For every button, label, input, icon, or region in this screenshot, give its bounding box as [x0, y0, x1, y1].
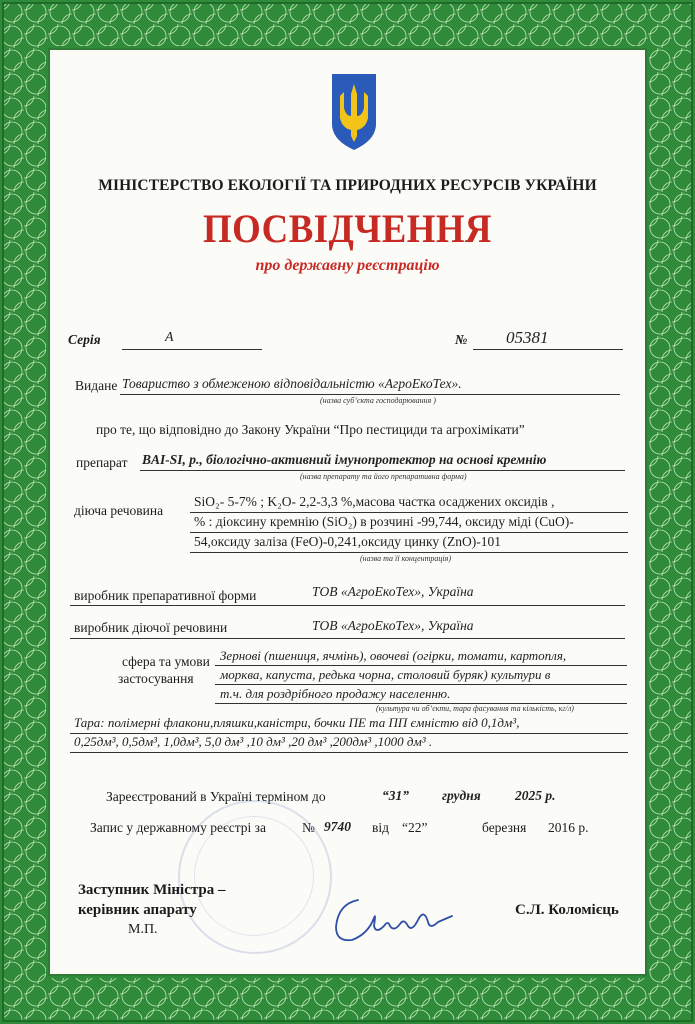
scope-caption: (культура чи об’єкти, тара фасування та кількість, кг/л): [376, 704, 574, 713]
record-text: Запис у державному реєстрі за: [90, 820, 267, 835]
active-substance-line3: 54,оксиду заліза (FeO)-0,241,оксиду цинку (ZnO)-101: [194, 534, 502, 549]
preparation-caption: (назва препарату та його препаративна форма): [300, 472, 467, 481]
packaging-line2: 0,25дм³, 0,5дм³, 1,0дм³, 5,0 дм³ ,10 дм³ ,20 дм³ ,200дм³ ,1000 дм³ .: [74, 734, 433, 749]
scope-label-line1: сфера та умови: [122, 654, 210, 669]
scope-rule1: [215, 665, 627, 666]
document-title: ПОСВІДЧЕННЯ: [203, 206, 492, 251]
trident-emblem-icon: [328, 72, 380, 152]
official-seal-inner: [194, 816, 314, 936]
certificate-body: [60, 60, 635, 964]
signatory-position-line1: Заступник Міністра –: [78, 882, 226, 898]
number-line: [473, 349, 623, 350]
active-substance-line1: SiO₂- 5-7% ; K₂O- 2,2-3,3 %,масова частка осаджених оксидів ,: [194, 494, 555, 509]
substance-producer-label: виробник діючої речовини: [74, 620, 228, 635]
scope-line3: т.ч. для роздрібного продажу населенню.: [220, 686, 451, 701]
record-from-label: від: [372, 820, 389, 835]
packaging-rule2: [70, 752, 628, 753]
substance-producer-line: [70, 638, 625, 639]
active-substance-rule1: [190, 512, 628, 513]
term-year: 2025 р.: [515, 788, 556, 803]
series-line: [122, 349, 262, 350]
series-value: А: [165, 330, 174, 345]
term-month: грудня: [442, 788, 481, 803]
preparation-line: [140, 470, 625, 471]
issued-value: Товариство з обмеженою відповідальністю «АгроЕкоТех».: [122, 376, 462, 391]
record-year: 2016 р.: [548, 820, 589, 835]
active-substance-rule2: [190, 532, 628, 533]
packaging-line1: Тара: полімерні флакони,пляшки,каністри, бочки ПЕ та ПП ємністю від 0,1дм³,: [74, 715, 520, 730]
issued-label: Видане: [75, 378, 118, 393]
stamp-place-label: М.П.: [128, 922, 158, 937]
record-month: березня: [482, 820, 527, 835]
preparation-value: BAI-SI, р., біологічно-активний імунопротектор на основі кремнію: [142, 452, 547, 467]
active-substance-line2: % : діоксину кремнію (SiO₂) в розчині -99,744, оксиду міді (CuO)-: [194, 514, 574, 529]
scope-line1: Зернові (пшениця, ячмінь), овочеві (огірки, томати, картопля,: [220, 648, 567, 663]
law-text: про те, що відповідно до Закону України “Про пестициди та агрохімікати”: [96, 422, 525, 437]
record-day: “22”: [402, 820, 428, 835]
issued-line: [120, 394, 620, 395]
handwritten-signature: [328, 882, 458, 952]
term-text: Зареєстрований в Україні терміном до: [106, 789, 326, 804]
issued-caption: (назва суб’єкта господарювання ): [320, 396, 436, 405]
scope-label-line2: застосування: [118, 671, 194, 686]
preparation-label: препарат: [76, 455, 128, 470]
signatory-position-line2: керівник апарату: [78, 902, 197, 918]
formulation-producer-line: [70, 605, 625, 606]
term-day: “31”: [382, 788, 409, 803]
record-no-value: 9740: [324, 819, 351, 834]
formulation-producer-label: виробник препаративної форми: [74, 588, 257, 603]
scope-line2: морква, капуста, редька чорна, столовий буряк) культури в: [220, 667, 551, 682]
substance-producer-value: ТОВ «АгроЕкоТех», Україна: [312, 618, 474, 633]
active-substance-rule3: [190, 552, 628, 553]
record-no-label: №: [302, 820, 315, 835]
number-label: №: [455, 332, 468, 347]
signatory-name: С.Л. Коломієць: [515, 902, 619, 918]
formulation-producer-value: ТОВ «АгроЕкоТех», Україна: [312, 584, 474, 599]
active-substance-label: діюча речовина: [74, 503, 164, 518]
document-subtitle: про державну реєстрацію: [255, 257, 440, 274]
scope-rule2: [215, 684, 627, 685]
active-substance-caption: (назва та її концентрація): [360, 554, 451, 563]
series-label: Серія: [68, 332, 101, 347]
ministry-name: МІНІСТЕРСТВО ЕКОЛОГІЇ ТА ПРИРОДНИХ РЕСУРСІВ УКРАЇНИ: [98, 177, 597, 194]
number-value: 05381: [506, 328, 549, 347]
